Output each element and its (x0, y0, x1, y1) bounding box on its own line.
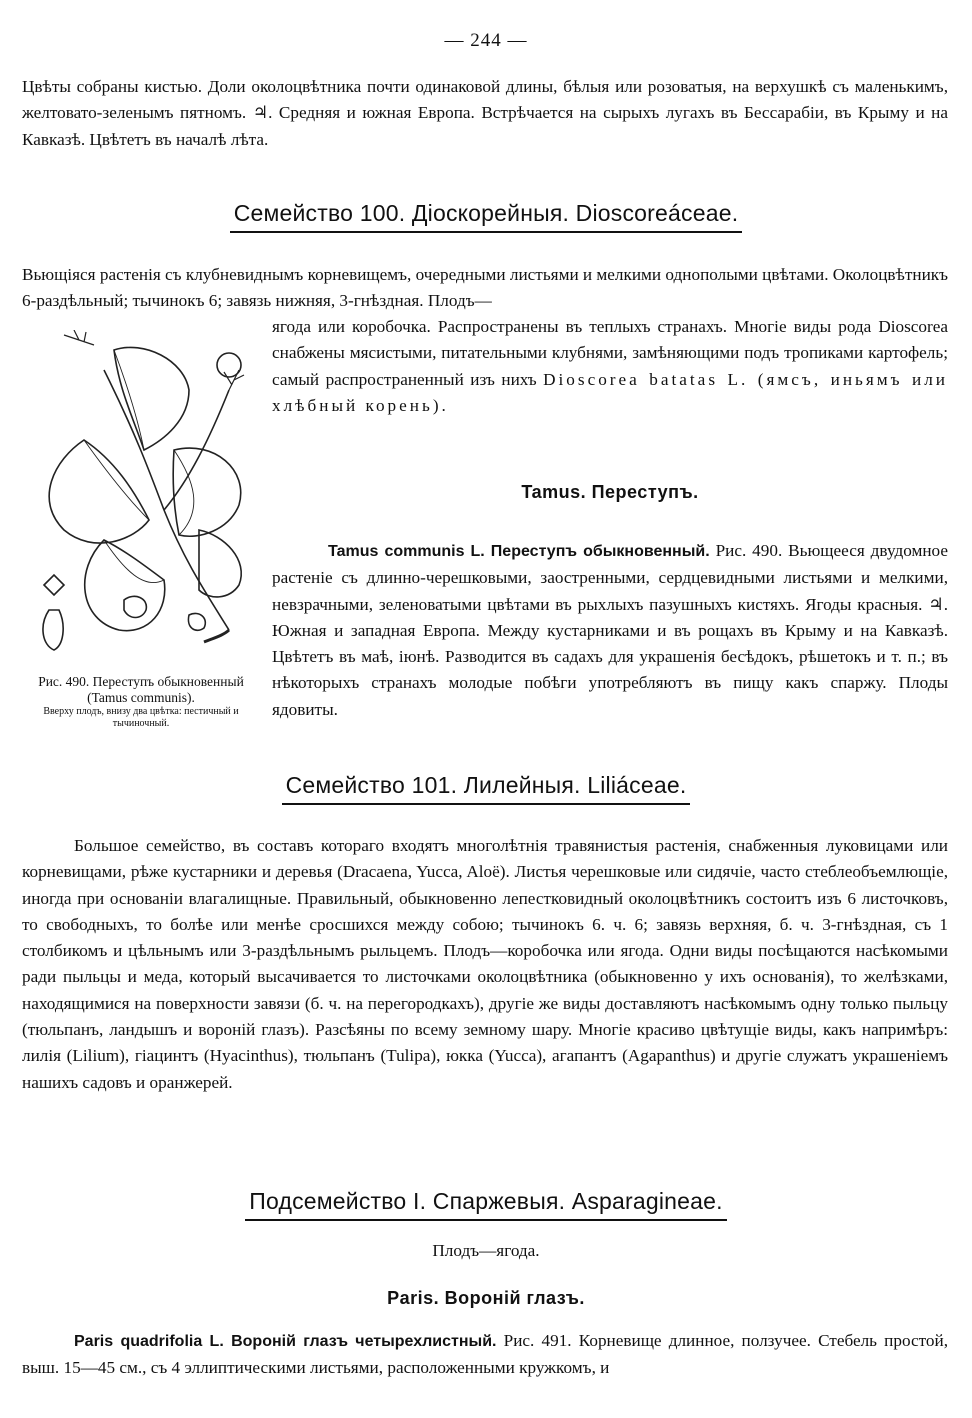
subfamily-note: Плодъ—ягода. (432, 1241, 540, 1260)
paris-quadrifolia-description: Рис. 491. Корневище длинное, ползучее. Стебель простой, выш. 15—45 см., съ 4 эллиптическими листьями, расположенными кружкомъ, и (22, 1331, 948, 1378)
subfamily-title: Подсемейство I. Спаржевыя. Asparagineae. (245, 1188, 726, 1221)
family-100-paragraph-continued (272, 314, 948, 419)
tamus-communis-description: Рис. 490. Вьющееся двудомное растеніе съ длинно-черешковыми, заостренными, сердцевидными листьями и мелкими, невзрачными, зеленоватыми цвѣтами въ рыхлыхъ пазушныхъ кистяхъ. Ягоды красныя. ♃. Южная и западная Европа. Между кустарниками и въ рощахъ въ Крыму и на Кавказѣ. Цвѣтетъ въ маѣ, іюнѣ. Разводится въ садахъ для украшенія бесѣдокъ, рѣшетокъ и т. п.; въ нѣкоторыхъ странахъ молодые побѣги употребляютъ въ пищу какъ спаржу. Плоды ядовиты. (272, 541, 948, 719)
figure-caption-title: Рис. 490. Переступъ обыкновенный (Tamus communis). (38, 674, 244, 705)
family-101-heading (0, 772, 972, 805)
family-101-title: Семейство 101. Лилейныя. Liliáceae. (282, 772, 691, 805)
family-100-heading (0, 200, 972, 233)
tamus-communis-paragraph (272, 538, 948, 723)
subfamily-heading (0, 1188, 972, 1221)
paris-quadrifolia-paragraph (22, 1328, 948, 1382)
family-101-paragraph: Большое семейство, въ составъ котораго входятъ многолѣтнія травянистыя растенія, снабженныя луковицами или корневищами, рѣже кустарники и деревья (Dracaena, Yucca, Aloë). Листья черешковые или сидячіе, часто стеблеобъемлющіе, иногда при основаніи влагалищные. Правильный, обыкновенно лепестковидный околоцвѣтникъ состоитъ изъ 6 листочковъ, то свободныхъ, то болѣе или менѣе сросшихся между собою; тычинокъ 6. ч. 6; завязь верхняя, б. ч. 3-гнѣздная, съ 1 столбикомъ и цѣльнымъ или 3-раздѣльнымъ рыльцемъ. Плодъ—коробочка или ягода. Одни виды посѣщаются насѣкомыми ради пыльцы и меда, который высачивается то листочками околоцвѣтника (обыкновенно у ихъ основанія), то желѣзками, находящимися на поверхности завязи (б. ч. на перегородкахъ), другіе же виды доставляютъ насѣкомымъ одну только пыльцу (тюльпанъ, ландышъ и вороній глазъ). Разсѣяны по всему земному шару. Многіе красиво цвѣтущіе виды, какъ напримѣръ: лилія (Lilium), гіацинтъ (Hyacinthus), тюльпанъ (Tulipa), юкка (Yucca), агапантъ (Agapanthus) и другіе служатъ украшеніемъ нашихъ садовъ и оранжерей. (22, 836, 948, 1092)
dioscorea-batatas-text: Dioscorea batatas L. (ямсъ, иньямъ или хлѣбный корень). (272, 369, 948, 415)
paris-quadrifolia-name: Paris quadrifolia L. Вороній глазъ четырехлистный. (74, 1333, 497, 1350)
figure-caption (18, 674, 264, 730)
family-100-title: Семейство 100. Діоскорейныя. Dioscoreáceae. (230, 200, 743, 233)
paragraph-intro: Цвѣты собраны кистью. Доли околоцвѣтника почти одинаковой длины, бѣлыя или розоватыя, на верхушкѣ съ маленькимъ, желтовато-зеленымъ пятномъ. ♃. Средняя и южная Европа. Встрѣчается на сырыхъ лугахъ въ Бессарабіи, въ Крыму и на Кавказѣ. Цвѣтетъ въ началѣ лѣта. (22, 77, 948, 149)
genus-tamus-heading: Tamus. Переступъ. (521, 482, 699, 502)
tamus-communis-name: Tamus communis L. Переступъ обыкновенный. (328, 543, 710, 560)
family-100-text: ягода или коробочка. Распространены въ теплыхъ странахъ. Многіе виды рода Dioscorea снабжены мясистыми, питательными клубнями, замѣняющими подъ тропиками картофель; самый распространенный изъ нихъ (272, 317, 948, 389)
family-100-paragraph: Вьющіяся растенія съ клубневиднымъ корневищемъ, очередными листьями и мелкими однополыми цвѣтами. Околоцвѣтникъ 6-раздѣльный; тычинокъ 6; завязь нижняя, 3-гнѣздная. Плодъ— (22, 265, 949, 311)
figure-tamus-communis-illustration (24, 330, 258, 670)
page-number: — 244 — (444, 30, 528, 51)
genus-paris-heading: Paris. Вороній глазъ. (387, 1288, 585, 1308)
figure-caption-detail: Вверху плодъ, внизу два цвѣтка: пестичный и тычиночный. (43, 706, 239, 729)
